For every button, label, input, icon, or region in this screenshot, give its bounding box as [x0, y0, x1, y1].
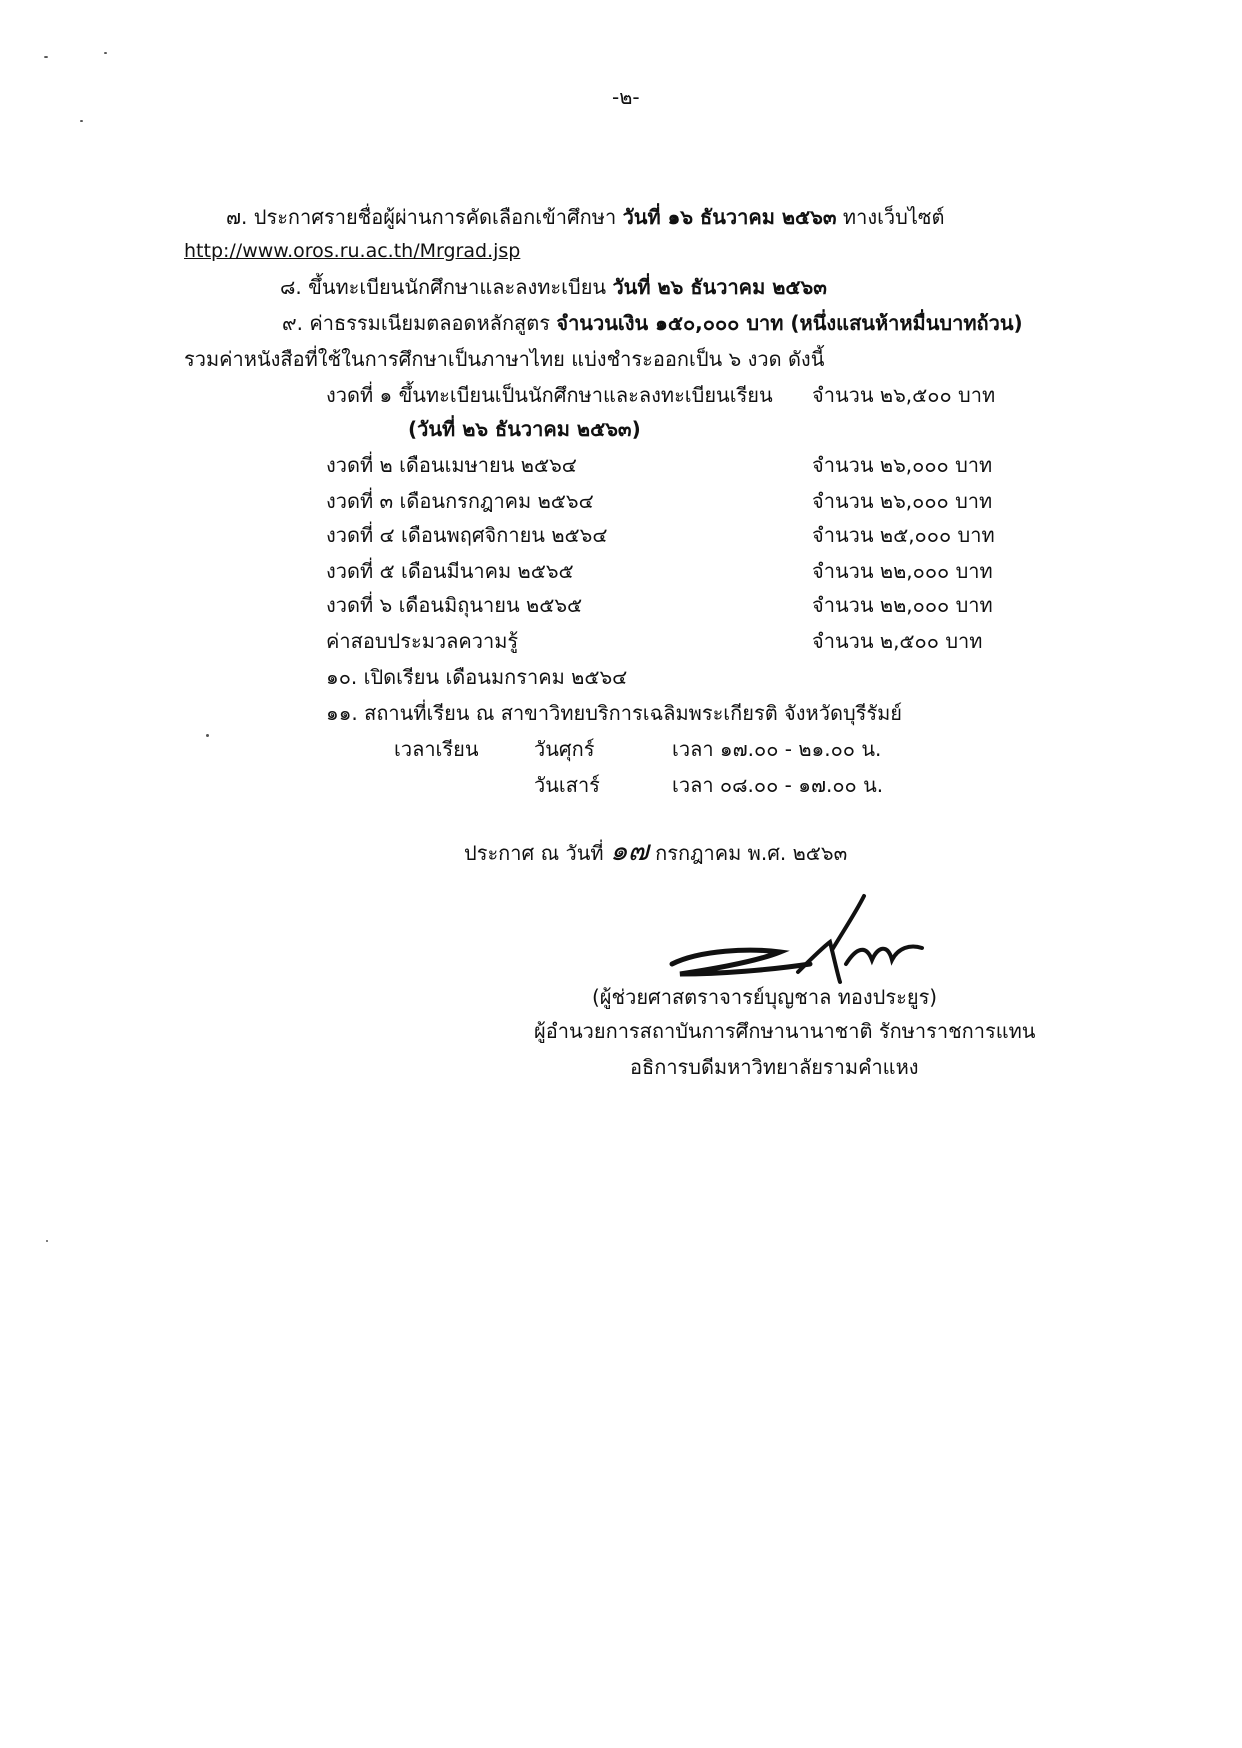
- item10-line: ๑๐. เปิดเรียน เดือนมกราคม ๒๕๖๔: [326, 665, 628, 689]
- study-time: เวลา ๑๗.๐๐ - ๒๑.๐๐ น.: [672, 737, 882, 761]
- scan-speck: [80, 120, 83, 122]
- item9-amount: จำนวนเงิน ๑๕๐,๐๐๐ บาท (หนึ่งแสนห้าหมื่นบาทถ้วน): [556, 311, 1023, 335]
- study-day: วันศุกร์: [534, 737, 595, 761]
- item7-url-link[interactable]: http://www.oros.ru.ac.th/Mrgrad.jsp: [184, 240, 521, 262]
- item7-line: [226, 202, 944, 232]
- installment-label: ค่าสอบประมวลความรู้: [326, 629, 519, 653]
- scan-speck: [46, 1240, 48, 1242]
- installment-amount: จำนวน ๒,๕๐๐ บาท: [812, 629, 983, 653]
- item8-line: [280, 272, 827, 302]
- installment-amount: จำนวน ๒๒,๐๐๐ บาท: [812, 559, 993, 583]
- installment1-date: (วันที่ ๒๖ ธันวาคม ๒๕๖๓): [408, 417, 641, 441]
- signatory-title: อธิการบดีมหาวิทยาลัยรามคำแหง: [630, 1055, 919, 1079]
- installment-amount: จำนวน ๒๖,๐๐๐ บาท: [812, 453, 993, 477]
- installment-amount: จำนวน ๒๖,๕๐๐ บาท: [812, 383, 996, 407]
- scan-speck: [104, 52, 107, 54]
- announcement-day-handwritten: ๑๗: [609, 834, 649, 867]
- item9-line: [282, 308, 1023, 338]
- item7-date: วันที่ ๑๖ ธันวาคม ๒๕๖๓: [622, 205, 837, 229]
- item7-suffix: ทางเว็บไซต์: [842, 205, 945, 229]
- installment-label: งวดที่ ๖ เดือนมิถุนายน ๒๕๖๕: [326, 593, 583, 617]
- item9-prefix: ๙. ค่าธรรมเนียมตลอดหลักสูตร: [282, 311, 550, 335]
- page-number: -๒-: [612, 85, 640, 109]
- scan-speck: [206, 734, 209, 737]
- installment-label: งวดที่ ๓ เดือนกรกฎาคม ๒๕๖๔: [326, 489, 594, 513]
- item8-prefix: ๘. ขึ้นทะเบียนนักศึกษาและลงทะเบียน: [280, 275, 607, 299]
- installment-amount: จำนวน ๒๖,๐๐๐ บาท: [812, 489, 993, 513]
- signatory-name: (ผู้ช่วยศาสตราจารย์บุญชาล ทองประยูร): [592, 985, 938, 1009]
- item9-line2: รวมค่าหนังสือที่ใช้ในการศึกษาเป็นภาษาไทย แบ่งชำระออกเป็น ๖ งวด ดังนี้: [184, 347, 825, 371]
- scan-speck: [44, 56, 48, 58]
- signatory-title: ผู้อำนวยการสถาบันการศึกษานานาชาติ รักษาราชการแทน: [534, 1019, 1036, 1043]
- item7-prefix: ๗. ประกาศรายชื่อผู้ผ่านการคัดเลือกเข้าศึกษา: [226, 205, 617, 229]
- installment-label: งวดที่ ๑ ขึ้นทะเบียนเป็นนักศึกษาและลงทะเบียนเรียน: [326, 383, 773, 407]
- study-day: วันเสาร์: [534, 773, 600, 797]
- announcement-date: [464, 836, 847, 868]
- study-time: เวลา ๐๘.๐๐ - ๑๗.๐๐ น.: [672, 773, 884, 797]
- installment-label: งวดที่ ๔ เดือนพฤศจิกายน ๒๕๖๔: [326, 523, 608, 547]
- installment-label: งวดที่ ๕ เดือนมีนาคม ๒๕๖๕: [326, 559, 574, 583]
- installment-amount: จำนวน ๒๒,๐๐๐ บาท: [812, 593, 993, 617]
- announcement-prefix: ประกาศ ณ วันที่: [464, 841, 604, 865]
- installment-amount: จำนวน ๒๕,๐๐๐ บาท: [812, 523, 995, 547]
- installment-label: งวดที่ ๒ เดือนเมษายน ๒๕๖๔: [326, 453, 577, 477]
- item11-line: ๑๑. สถานที่เรียน ณ สาขาวิทยบริการเฉลิมพระเกียรติ จังหวัดบุรีรัมย์: [326, 701, 903, 725]
- announcement-suffix: กรกฎาคม พ.ศ. ๒๕๖๓: [655, 841, 848, 865]
- item8-date: วันที่ ๒๖ ธันวาคม ๒๕๖๓: [612, 275, 827, 299]
- study-time-label: เวลาเรียน: [394, 737, 479, 761]
